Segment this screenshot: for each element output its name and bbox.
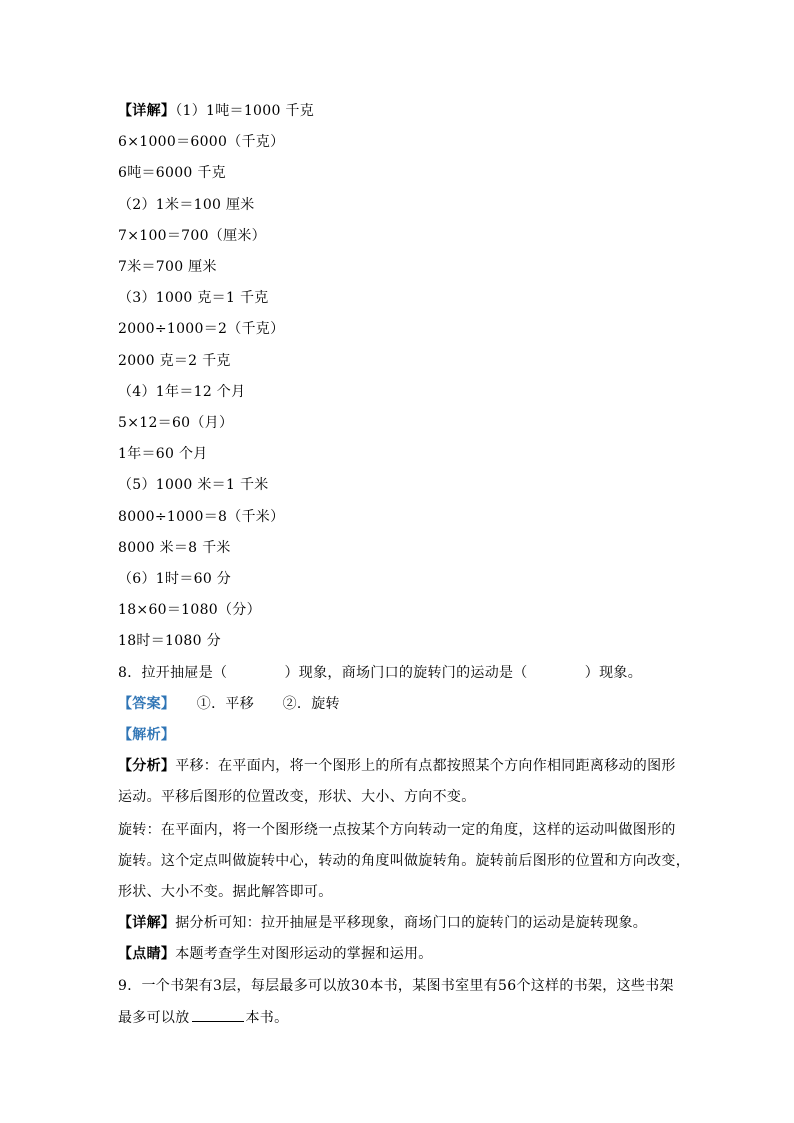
detail-line-2: 6×1000＝6000（千克） [118, 134, 285, 150]
q8-rotate-line-3: 形状、大小不变。据此解答即可。 [118, 884, 333, 900]
question-9-line-2 [118, 1007, 288, 1028]
detail-line-11: 5×12＝60（月） [118, 415, 234, 431]
detail-line-15: 8000 米＝8 千米 [118, 540, 231, 556]
q8-answer [118, 694, 340, 714]
q8-detail [118, 913, 647, 933]
q8-comment [118, 944, 433, 964]
q8-detail-label: 【详解】 [118, 915, 176, 931]
comment-label: 【点睛】 [118, 946, 176, 962]
q8-detail-text: 据分析可知：拉开抽屉是平移现象，商场门口的旋转门的运动是旋转现象。 [175, 915, 648, 931]
question-8: 8．拉开抽屉是（ ）现象，商场门口的旋转门的运动是（ ）现象。 [118, 665, 643, 681]
answer-label: 【答案】 [118, 696, 169, 712]
detail-line-12: 1年＝60 个月 [118, 446, 208, 462]
q8-fenxi-line-2: 运动。平移后图形的位置改变，形状、大小、方向不变。 [118, 789, 476, 805]
detail-line-4: （2）1米＝100 厘米 [118, 197, 255, 213]
detail-line-14: 8000÷1000＝8（千米） [118, 509, 285, 525]
detail-line-17: 18×60＝1080（分） [118, 602, 261, 618]
fenxi-text-1: 平移：在平面内，将一个图形上的所有点都按照某个方向作相同距离移动的图形 [175, 758, 676, 774]
detail-line-8: 2000÷1000＝2（千克） [118, 321, 285, 337]
detail-text: （1）1吨＝1000 千克 [175, 103, 314, 119]
q8-fenxi-line-1 [118, 756, 676, 776]
answer-blank[interactable] [192, 1007, 244, 1022]
answer-text: ①．平移 ②．旋转 [168, 696, 340, 712]
question-9-line-1: 9．一个书架有3层，每层最多可以放30本书，某图书室里有56个这样的书架，这些书架 [118, 978, 674, 994]
detail-line-3: 6吨＝6000 千克 [118, 165, 226, 181]
q8-rotate-line-2: 旋转。这个定点叫做旋转中心，转动的角度叫做旋转角。旋转前后图形的位置和方向改变， [118, 853, 690, 869]
detail-label: 【详解】 [118, 103, 176, 119]
detail-line-6: 7米＝700 厘米 [118, 259, 217, 275]
detail-line-5: 7×100＝700（厘米） [118, 228, 266, 244]
detail-line-9: 2000 克＝2 千克 [118, 353, 231, 369]
detail-line-7: （3）1000 克＝1 千克 [118, 290, 269, 306]
detail-line-18: 18时＝1080 分 [118, 633, 221, 649]
detail-line-13: （5）1000 米＝1 千米 [118, 477, 269, 493]
comment-text: 本题考查学生对图形运动的掌握和运用。 [175, 946, 433, 962]
analysis-label: 【解析】 [118, 727, 176, 743]
q9-text-before: 最多可以放 [118, 1010, 190, 1026]
q8-analysis-label [118, 725, 175, 745]
fenxi-label: 【分析】 [118, 758, 176, 774]
q8-rotate-line-1: 旋转：在平面内，将一个图形绕一点按某个方向转动一定的角度，这样的运动叫做图形的 [118, 822, 676, 838]
detail-line-10: （4）1年＝12 个月 [118, 384, 246, 400]
detail-line-1 [118, 101, 314, 121]
detail-line-16: （6）1时＝60 分 [118, 571, 232, 587]
q9-text-after: 本书。 [245, 1010, 289, 1026]
